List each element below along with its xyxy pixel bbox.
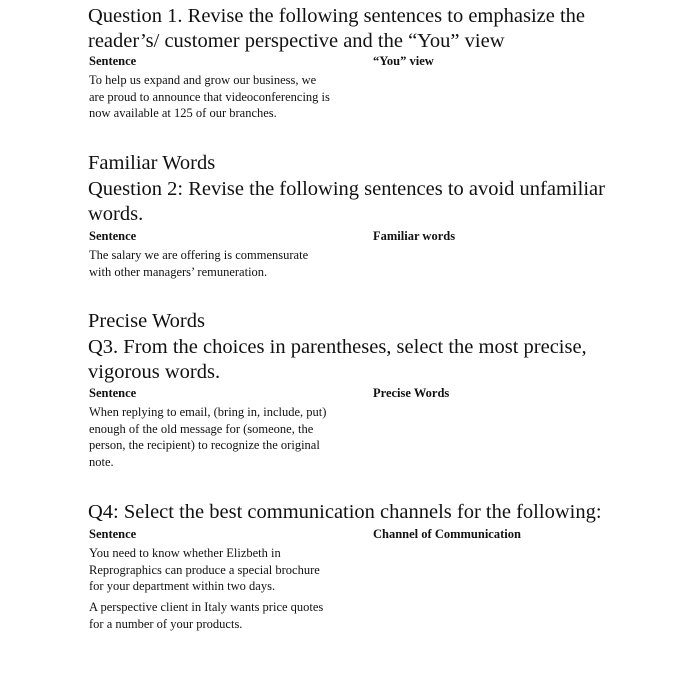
q3-sentence <box>89 404 326 470</box>
q1-sentence-line: To help us expand and grow our business, we <box>89 73 317 87</box>
q1-heading <box>88 4 688 54</box>
familiar-words-section-title <box>88 151 688 176</box>
q3-heading-line1: Q3. From the choices in parentheses, select the most precise, <box>88 336 587 358</box>
q4-item-1-line: You need to know whether Elizbeth in <box>89 546 281 560</box>
q4-item-2-line: for a number of your products. <box>89 616 243 631</box>
q4-heading <box>88 500 688 525</box>
q4-item-1-line: Reprographics can produce a special brochure <box>89 562 320 577</box>
precise-words-section-title <box>88 309 688 334</box>
q2-heading-line1: Question 2: Revise the following sentences to avoid unfamiliar <box>88 178 605 200</box>
q4-item-1 <box>89 545 320 595</box>
q1-heading-line1: Question 1. Revise the following sentences to emphasize the <box>88 5 586 27</box>
q3-heading <box>88 335 688 385</box>
q4-item-2 <box>89 599 323 632</box>
q2-familiar-words-column-header: Familiar words <box>373 229 456 243</box>
q2-sentence <box>89 247 308 280</box>
q2-sentence-line: The salary we are offering is commensurate <box>89 248 309 262</box>
q3-precise-words-column-header: Precise Words <box>373 386 450 400</box>
q4-heading-line1: Q4: Select the best communication channels for the following: <box>88 501 602 523</box>
q3-sentence-line: note. <box>89 454 114 469</box>
q4-channel-column-header: Channel of Communication <box>373 527 521 541</box>
q3-sentence-line: When replying to email, (bring in, include, put) <box>89 405 327 419</box>
q2-heading <box>88 177 688 227</box>
q4-sentence-column-header: Sentence <box>89 527 137 541</box>
precise-words-title-text: Precise Words <box>88 310 205 332</box>
q3-sentence-column-header: Sentence <box>89 386 137 400</box>
q2-heading-line2: words. <box>88 203 144 225</box>
q1-you-view-column-header: “You” view <box>373 54 434 68</box>
q2-sentence-line: with other managers’ remuneration. <box>89 264 268 279</box>
q4-item-1-line: for your department within two days. <box>89 579 276 593</box>
q4-item-2-line: A perspective client in Italy wants price quotes <box>89 600 324 614</box>
familiar-words-title-text: Familiar Words <box>88 152 216 174</box>
q1-sentence <box>89 72 330 122</box>
q1-sentence-line: now available at 125 of our branches. <box>89 106 277 120</box>
q1-heading-line2: reader’s/ customer perspective and the “You” view <box>88 30 505 52</box>
q2-sentence-column-header: Sentence <box>89 229 137 243</box>
q3-heading-line2: vigorous words. <box>88 361 221 383</box>
q1-sentence-column-header: Sentence <box>89 54 137 68</box>
q3-sentence-line: enough of the old message for (someone, the <box>89 421 314 436</box>
q3-sentence-line: person, the recipient) to recognize the original <box>89 438 320 452</box>
q1-sentence-line: are proud to announce that videoconferencing is <box>89 89 330 104</box>
